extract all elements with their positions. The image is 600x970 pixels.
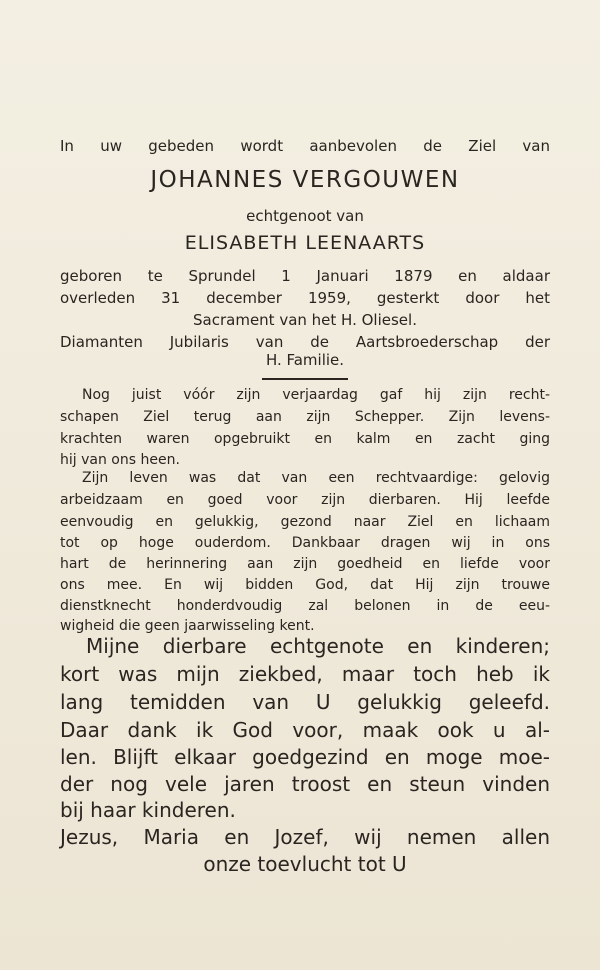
paragraph-line: wigheid die geen jaarwisseling kent. bbox=[60, 618, 315, 634]
farewell-line: der nog vele jaren troost en steun vinden bbox=[60, 772, 550, 796]
detail-line: overleden 31 december 1959, gesterkt door het bbox=[60, 289, 550, 307]
paragraph-line: krachten waren opgebruikt en kalm en zacht ging bbox=[60, 431, 550, 447]
deceased-name: JOHANNES VERGOUWEN bbox=[150, 167, 460, 193]
relation-line: echtgenoot van bbox=[246, 207, 364, 225]
paragraph-line: eenvoudig en gelukkig, gezond naar Ziel en lichaam bbox=[60, 514, 550, 530]
paragraph-line: ons mee. En wij bidden God, dat Hij zijn trouwe bbox=[60, 577, 550, 593]
paragraph-line: hij van ons heen. bbox=[60, 452, 180, 468]
farewell-line: bij haar kinderen. bbox=[60, 798, 236, 822]
paragraph-line: Nog juist vóór zijn verjaardag gaf hij zijn recht- bbox=[82, 387, 550, 403]
prayer-line: onze toevlucht tot U bbox=[203, 852, 407, 876]
paragraph-line: hart de herinnering aan zijn goedheid en liefde voor bbox=[60, 556, 550, 572]
detail-line: geboren te Sprundel 1 Januari 1879 en aldaar bbox=[60, 267, 550, 285]
paragraph-line: schapen Ziel terug aan zijn Schepper. Zijn levens- bbox=[60, 409, 550, 425]
spouse-name: ELISABETH LEENAARTS bbox=[184, 232, 426, 254]
paragraph-line: arbeidzaam en goed voor zijn dierbaren. Hij leefde bbox=[60, 492, 550, 508]
detail-line: Diamanten Jubilaris van de Aartsbroederschap der bbox=[60, 333, 550, 351]
paragraph-line: dienstknecht honderdvoudig zal belonen in de eeu- bbox=[60, 598, 550, 614]
divider-rule bbox=[262, 378, 348, 380]
farewell-line: Mijne dierbare echtgenote en kinderen; bbox=[86, 634, 550, 658]
intro-line: In uw gebeden wordt aanbevolen de Ziel van bbox=[60, 137, 550, 155]
farewell-line: kort was mijn ziekbed, maar toch heb ik bbox=[60, 662, 550, 686]
prayer-line: Jezus, Maria en Jozef, wij nemen allen bbox=[60, 825, 550, 849]
detail-line: Sacrament van het H. Oliesel. bbox=[193, 311, 417, 329]
paragraph-line: tot op hoge ouderdom. Dankbaar dragen wij in ons bbox=[60, 535, 550, 551]
farewell-line: Daar dank ik God voor, maak ook u al- bbox=[60, 718, 550, 742]
farewell-line: len. Blijft elkaar goedgezind en moge moe- bbox=[60, 745, 550, 769]
farewell-line: lang temidden van U gelukkig geleefd. bbox=[60, 690, 550, 714]
paragraph-line: Zijn leven was dat van een rechtvaardige: gelovig bbox=[82, 470, 550, 486]
detail-line: H. Familie. bbox=[265, 351, 345, 369]
